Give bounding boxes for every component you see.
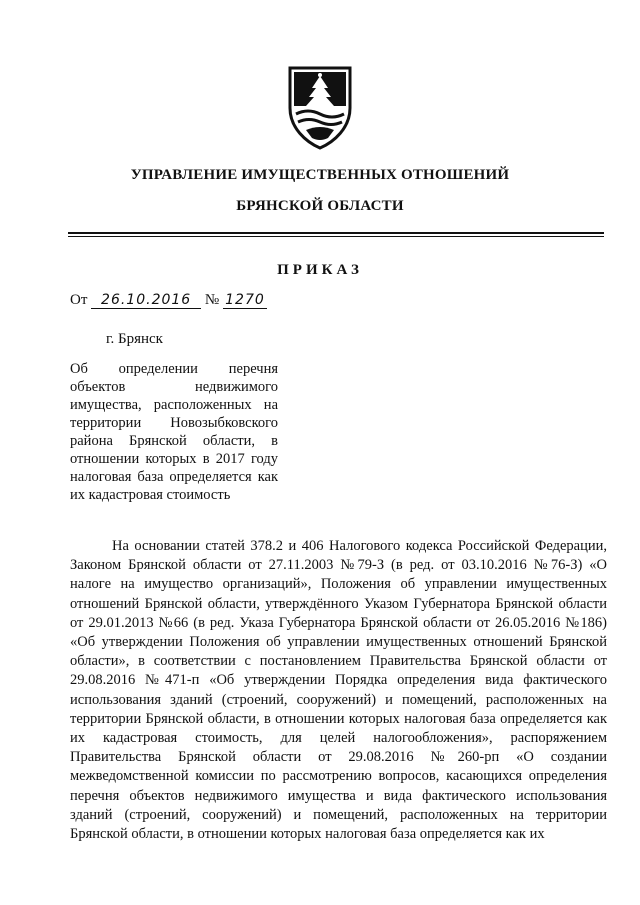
organization-name-line-1: УПРАВЛЕНИЕ ИМУЩЕСТВЕННЫХ ОТНОШЕНИЙ <box>130 167 510 183</box>
number-prefix: № <box>204 292 220 308</box>
document-type-title: ПРИКАЗ <box>277 262 363 278</box>
date-number-line <box>70 292 267 309</box>
coat-of-arms-icon <box>284 62 356 150</box>
date-prefix: От <box>70 292 88 308</box>
handwritten-date: 26.10.2016 <box>91 292 201 309</box>
header-divider-thick <box>68 232 604 234</box>
order-subject: Об определении перечня объектов недвижимого имущества, расположенных на территории Новозыбковского района Брянской области, в отношении которых в 2017 году налоговая база определяется как их кадастровая стоимость <box>70 361 278 503</box>
order-body-text: На основании статей 378.2 и 406 Налогового кодекса Российской Федерации, Законом Брянской области от 27.11.2003 №79-З (в ред. от 03.10.2016 №76-З) «О налоге на имущество организаций», Положения об управлении имущественных отношений Брянской области, утверждённого Указом Губернатора Брянской области от 29.01.2013 №66 (в ред. Указа Губернатора Брянской области от 26.05.2016 №186) «Об утверждении Положения об управлении имущественных отношений Брянской области», в соответствии с постановлением Правительства Брянской области от 29.08.2016 №471-п «Об утверждении Порядка определения вида фактического использования зданий (строений, сооружений) и помещений, расположенных на территории Брянской области, в отношении которых налоговая база определяется как их кадастровая стоимость, для целей налогообложения», распоряжением Правительства Брянской области от 29.08.2016 №260-рп «О создании межведомственной комиссии по рассмотрению вопросов, касающихся определения перечня объектов недвижимого имущества и вида фактического использования зданий (строений, сооружений) и помещений, расположенных на территории Брянской области, в отношении которых налоговая база определяется как их <box>70 538 607 843</box>
header-divider-thin <box>68 236 604 237</box>
handwritten-number: 1270 <box>223 292 267 309</box>
city-name: г. Брянск <box>106 331 163 347</box>
organization-name-line-2: БРЯНСКОЙ ОБЛАСТИ <box>236 198 404 214</box>
